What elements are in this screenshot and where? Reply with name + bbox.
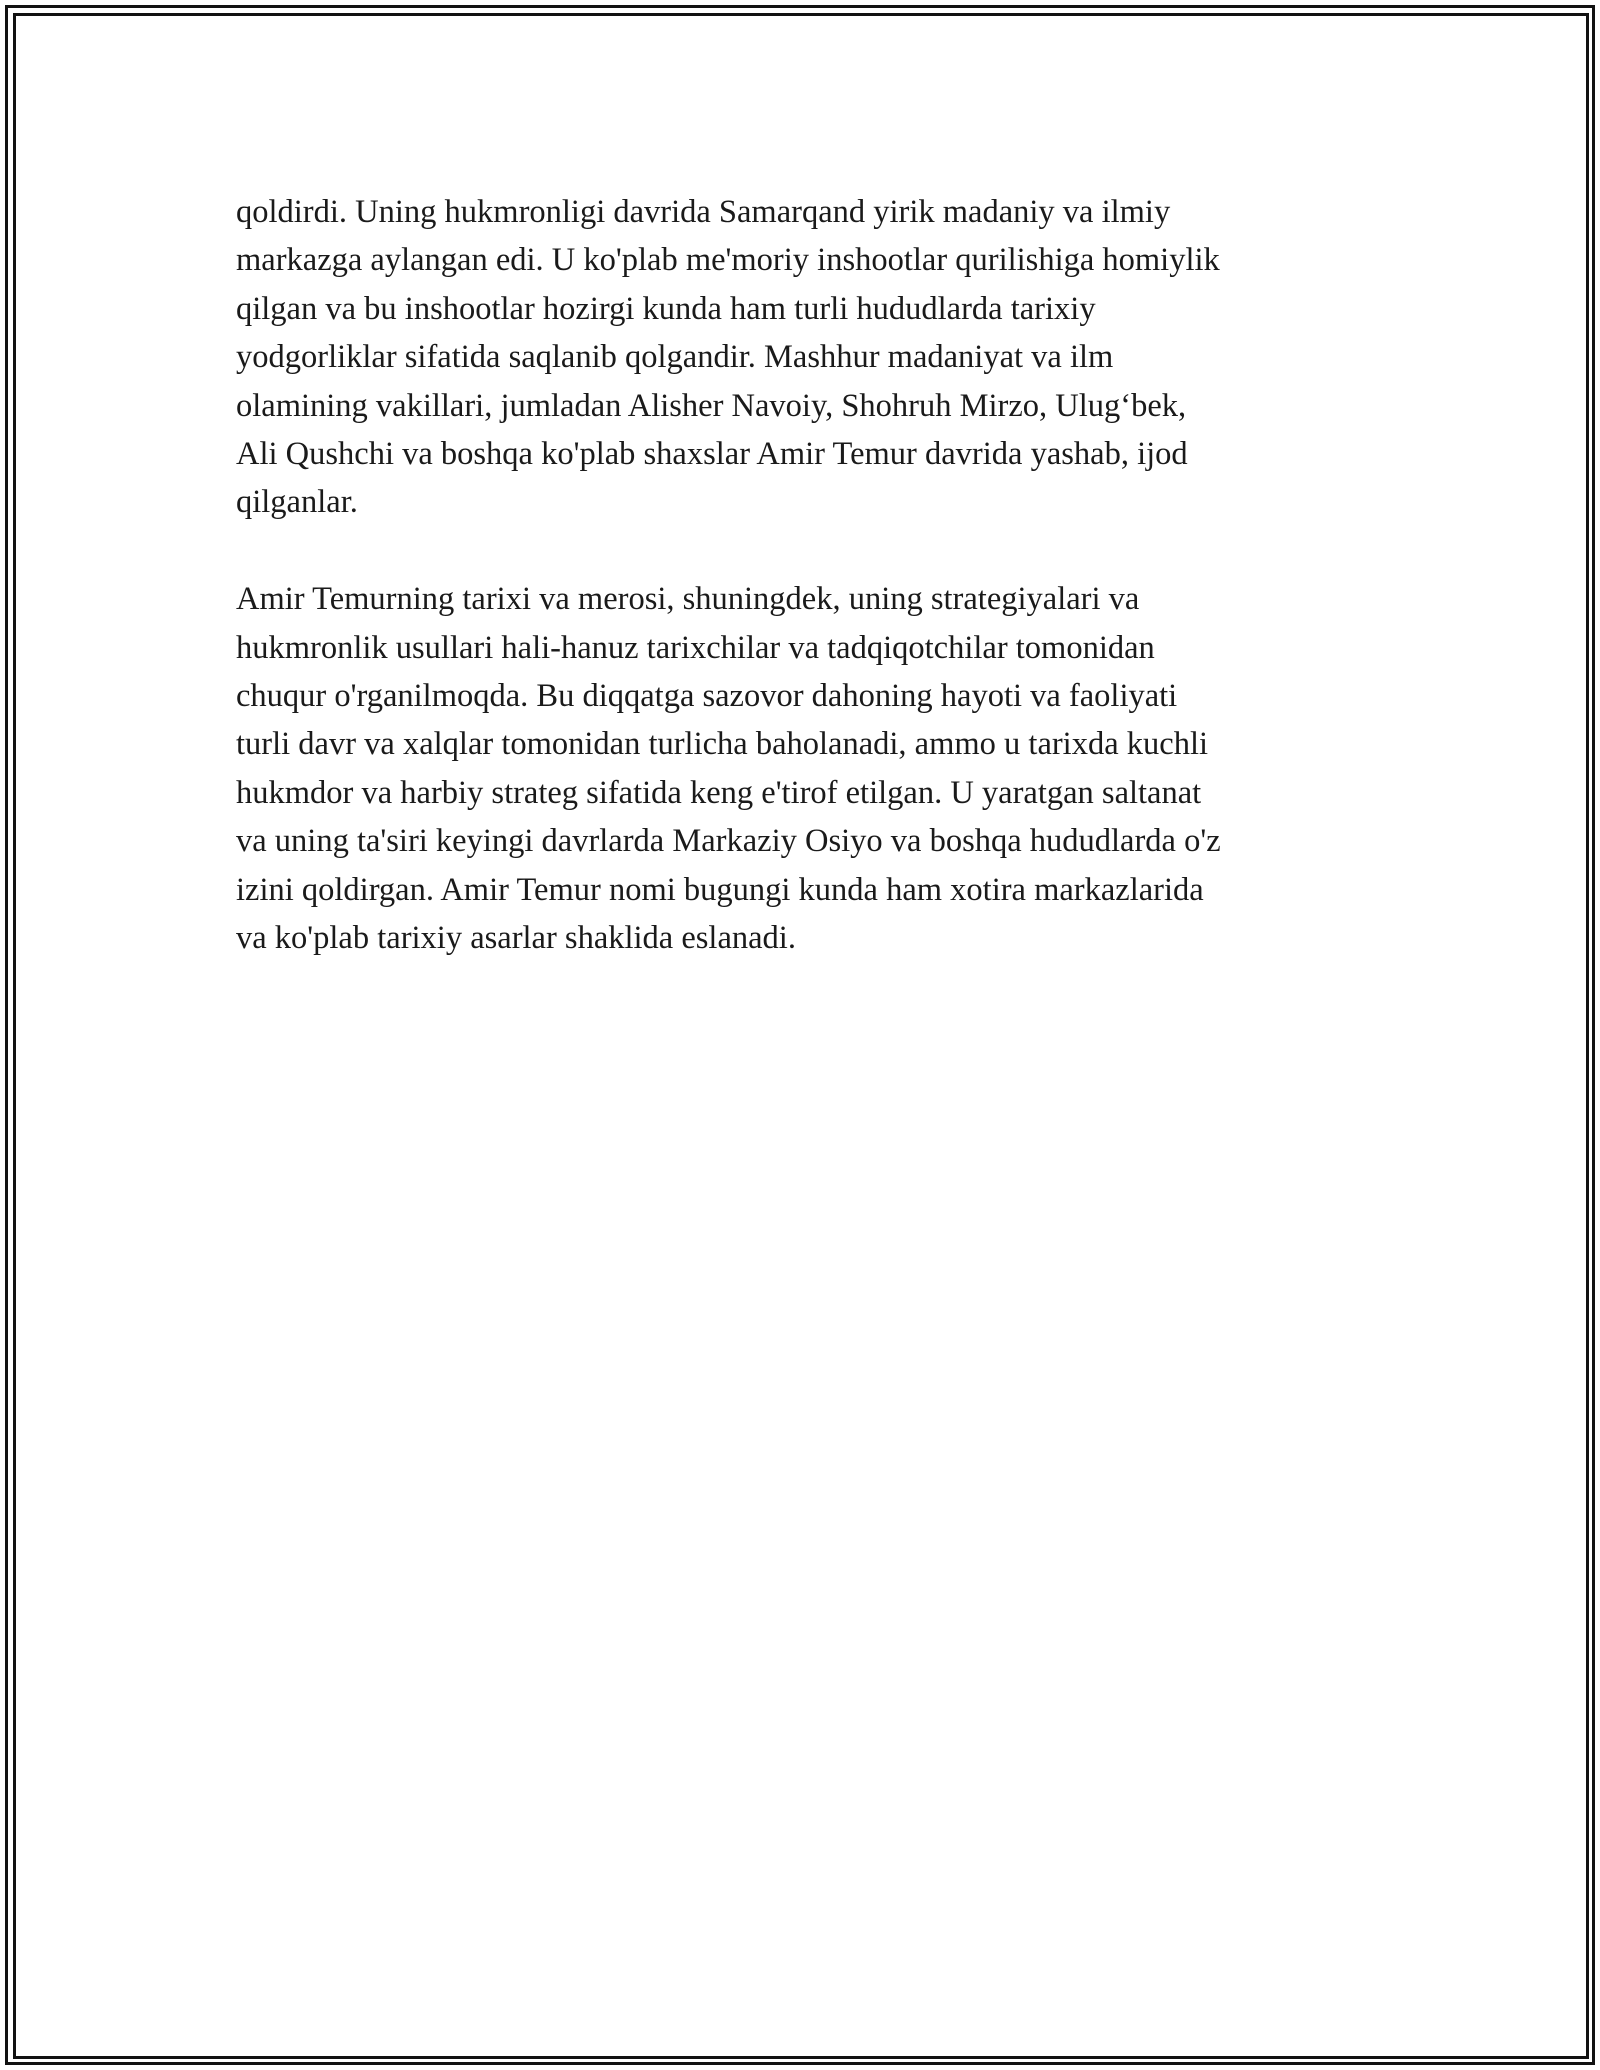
- text-line: izini qoldirgan. Amir Temur nomi bugungi kunda ham xotira markazlarida: [236, 871, 1204, 908]
- text-line: qilgan va bu inshootlar hozirgi kunda ham turli hududlarda tarixiy: [236, 290, 1096, 327]
- text-line: olamining vakillari, jumladan Alisher Navoiy, Shohruh Mirzo, Ulug‘bek,: [236, 387, 1187, 424]
- text-line: chuqur o'rganilmoqda. Bu diqqatga sazovor dahoning hayoti va faoliyati: [236, 678, 1178, 715]
- paragraph-1: [236, 188, 1366, 527]
- text-line: Ali Qushchi va boshqa ko'plab shaxslar Amir Temur davrida yashab, ijod: [236, 436, 1188, 473]
- text-line: qoldirdi. Uning hukmronligi davrida Samarqand yirik madaniy va ilmiy: [236, 194, 1171, 230]
- text-line: markazga aylangan edi. U ko'plab me'moriy inshootlar qurilishiga homiylik: [236, 242, 1220, 279]
- text-line: turli davr va xalqlar tomonidan turlicha baholanadi, ammo u tarixda kuchli: [236, 726, 1209, 763]
- text-line: va ko'plab tarixiy asarlar shaklida eslanadi.: [236, 920, 796, 957]
- text-line: yodgorliklar sifatida saqlanib qolgandir. Mashhur madaniyat va ilm: [236, 339, 1114, 376]
- text-line: va uning ta'siri keyingi davrlarda Markaziy Osiyo va boshqa hududlarda o'z: [236, 823, 1221, 860]
- text-line: hukmdor va harbiy strateg sifatida keng e'tirof etilgan. U yaratgan saltanat: [236, 774, 1202, 811]
- text-line: hukmronlik usullari hali-hanuz tarixchilar va tadqiqotchilar tomonidan: [236, 629, 1155, 666]
- text-line: Amir Temurning tarixi va merosi, shuningdek, uning strategiyalari va: [236, 581, 1140, 618]
- text-line: qilganlar.: [236, 484, 358, 521]
- paragraph-2: [236, 575, 1366, 962]
- document-body: [236, 188, 1366, 962]
